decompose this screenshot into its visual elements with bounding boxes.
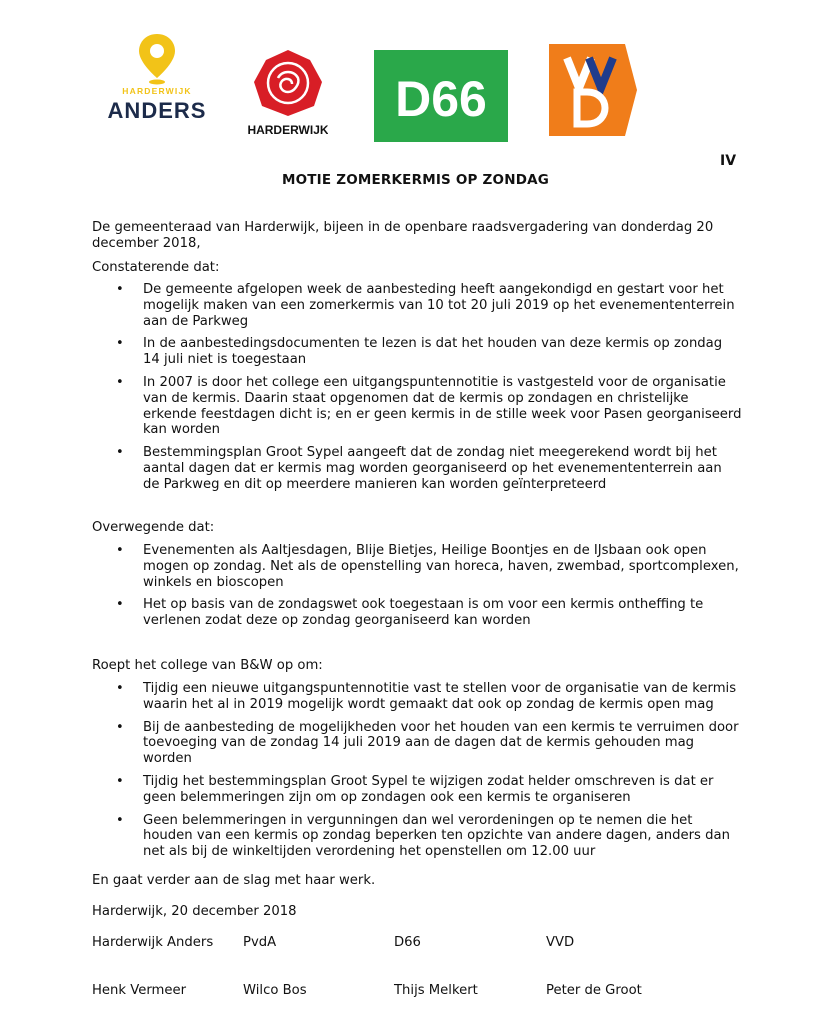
party-vvd: VVD	[546, 935, 575, 950]
party-d66: D66	[394, 935, 421, 950]
signer-wilco-bos: Wilco Bos	[243, 983, 307, 998]
rose-icon	[248, 48, 328, 140]
list-item: • In 2007 is door het college een uitgangspuntennotitie is vastgesteld voor de organisatie van de kermis. Daarin staat opgenomen dat de kermis op zondagen en christelijke erkende feestdagen dicht is; en er geen kermis in de stille week voor Pasen georganiseerd kan worden	[92, 375, 742, 438]
list-item: • Tijdig het bestemmingsplan Groot Sypel te wijzigen zodat helder omschreven is dat er geen belemmeringen zijn om op zondagen ook een kermis te organiseren	[92, 774, 742, 806]
list-item: • Evenementen als Aaltjesdagen, Blije Bietjes, Heilige Boontjes en de IJsbaan ook open mogen op zondag. Net als de openstelling van horeca, haven, zwembad, sportcomplexen, winkels en bioscopen	[92, 543, 742, 590]
logo-ha-line2: ANDERS	[107, 98, 207, 123]
list-item: • Tijdig een nieuwe uitgangspuntennotitie vast te stellen voor de organisatie van de kermis waarin het al in 2019 mogelijk wordt gemaakt dat ook op zondag de kermis open mag	[92, 681, 742, 713]
closing-line: En gaat verder aan de slag met haar werk.	[92, 873, 376, 888]
harderwijk-anders-logo	[106, 30, 208, 130]
logo-row	[0, 28, 831, 138]
constaterende-list	[92, 282, 742, 500]
list-item: • Bij de aanbesteding de mogelijkheden voor het houden van een kermis te verruimen door toevoeging van de zondag 14 juli 2019 aan de dagen dat de kermis gehouden mag worden	[92, 720, 742, 767]
overwegende-label: Overwegende dat:	[92, 520, 215, 535]
d66-logo	[374, 50, 508, 142]
logo-pvda-label: HARDERWIJK	[248, 123, 328, 137]
roept-list	[92, 681, 742, 867]
pvda-logo	[248, 48, 328, 140]
list-item: • Bestemmingsplan Groot Sypel aangeeft dat de zondag niet meegerekend wordt bij het aantal dagen dat er kermis mag worden georganiseerd op het evenemententerrein aan de Parkweg en dit op meerdere manieren kan worden geïnterpreteerd	[92, 445, 742, 492]
overwegende-list	[92, 543, 742, 636]
list-item: • Geen belemmeringen in vergunningen dan wel verordeningen op te nemen die het houden van een kermis op zondag beperken ten opzichte van andere dagen, anders dan net als bij de winkeltijden verordening het openstellen om 12.00 uur	[92, 813, 742, 860]
constaterende-label: Constaterende dat:	[92, 260, 220, 275]
party-harderwijk-anders: Harderwijk Anders	[92, 935, 214, 950]
signer-thijs-melkert: Thijs Melkert	[394, 983, 478, 998]
logo-vvd-label: VVD	[591, 134, 595, 135]
vvd-logo	[549, 44, 637, 136]
place-date: Harderwijk, 20 december 2018	[92, 904, 297, 919]
document-title: MOTIE ZOMERKERMIS OP ZONDAG	[281, 172, 550, 188]
party-pvda: PvdA	[243, 935, 277, 950]
list-item: • Het op basis van de zondagswet ook toegestaan is om voor een kermis ontheffing te verlenen zodat deze op zondag georganiseerd kan worden	[92, 597, 742, 629]
signer-peter-de-groot: Peter de Groot	[546, 983, 642, 998]
motion-number: IV	[720, 153, 737, 169]
intro-paragraph: De gemeenteraad van Harderwijk, bijeen in de openbare raadsvergadering van donderdag 20 december 2018,	[92, 220, 714, 251]
roept-label: Roept het college van B&W op om:	[92, 658, 323, 673]
logo-ha-line1: HARDERWIJK	[122, 86, 192, 96]
signer-henk-vermeer: Henk Vermeer	[92, 983, 187, 998]
map-pin-icon	[106, 30, 208, 130]
logo-d66-label: D66	[395, 71, 487, 127]
list-item: • De gemeente afgelopen week de aanbesteding heeft aangekondigd en gestart voor het mogelijk maken van een zomerkermis van 10 tot 20 juli 2019 op het evenemententerrein aan de Parkweg	[92, 282, 742, 329]
list-item: • In de aanbestedingsdocumenten te lezen is dat het houden van deze kermis op zondag 14 juli niet is toegestaan	[92, 336, 742, 368]
